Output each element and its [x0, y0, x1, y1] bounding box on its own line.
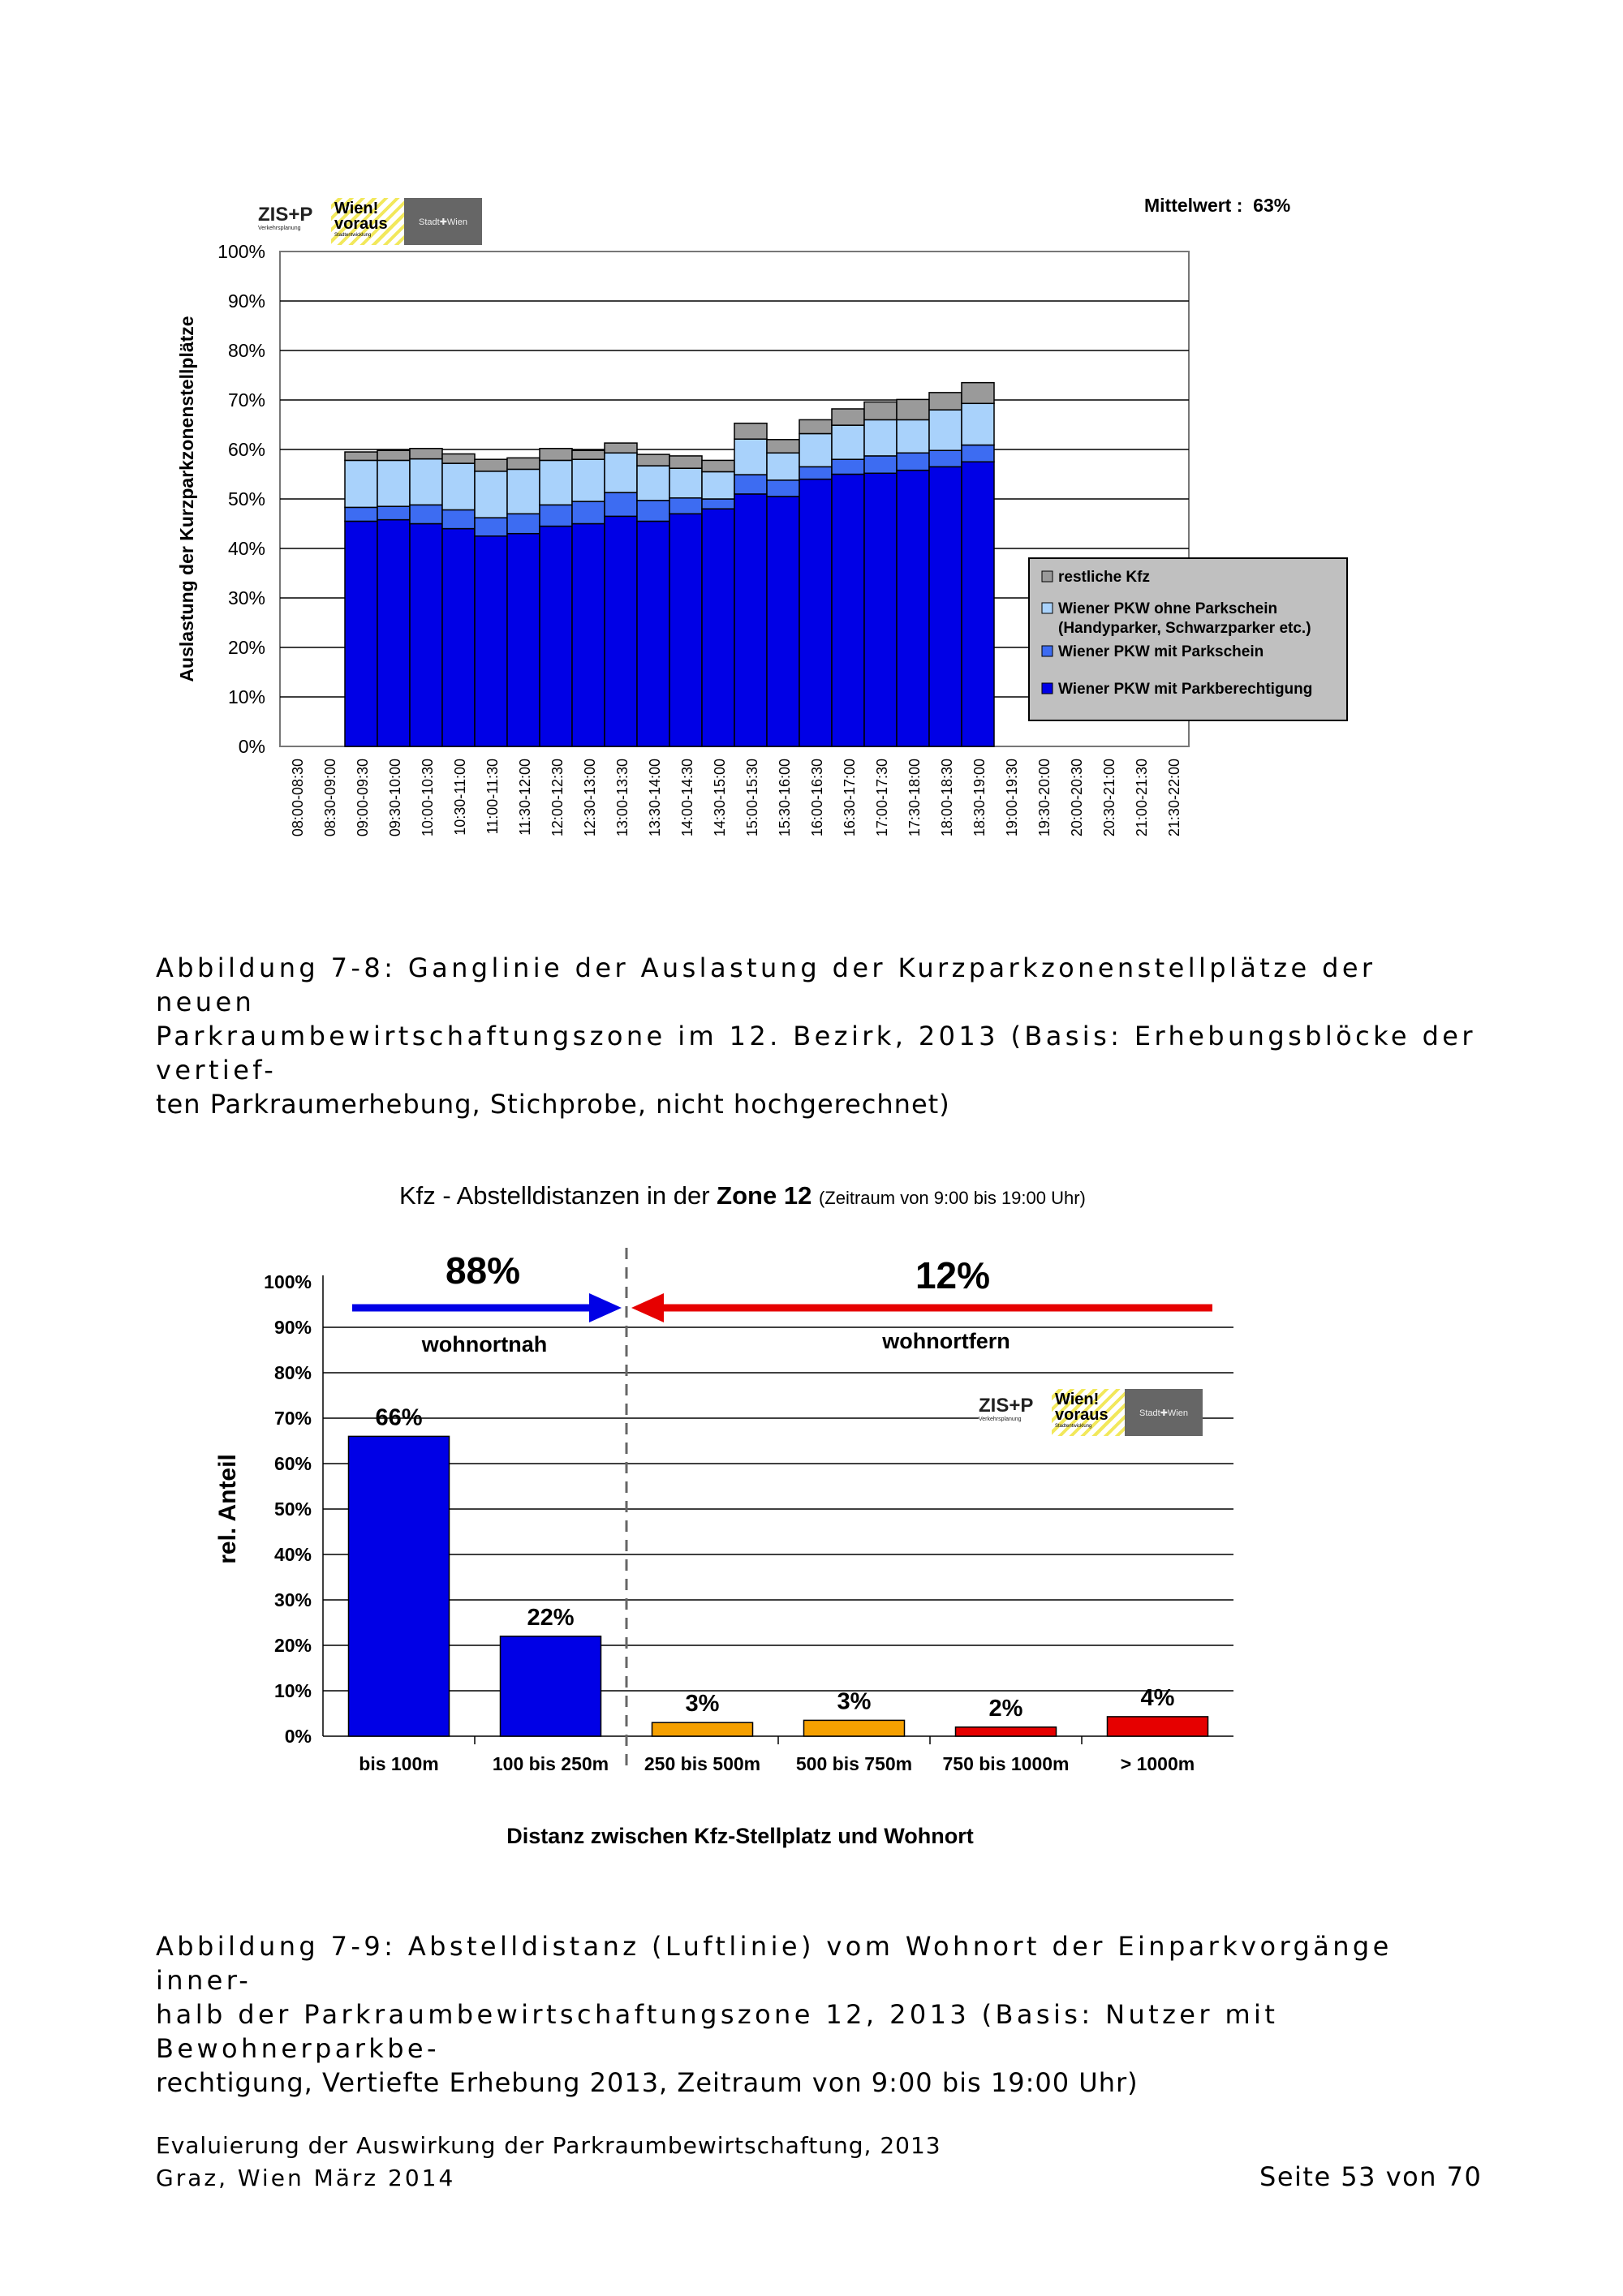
y-tick-label: 80%: [227, 340, 265, 361]
x-tick-label: 20:30-21:00: [1101, 759, 1117, 837]
y-tick-label: 90%: [227, 290, 265, 312]
x-tick-label: bis 100m: [359, 1753, 439, 1774]
bar-segment: [702, 471, 734, 499]
bar-segment: [507, 469, 540, 514]
bar-segment: [345, 452, 377, 460]
y-tick-label: 60%: [227, 439, 265, 460]
x-tick-label: 750 bis 1000m: [942, 1753, 1070, 1774]
far-arrow-head: [631, 1293, 664, 1322]
zis-logo: ZIS+P Verkehrsplanung: [979, 1389, 1052, 1436]
bar-segment: [572, 459, 605, 501]
legend-label: Wiener PKW mit Parkberechtigung: [1058, 681, 1313, 698]
bar-segment: [605, 516, 637, 746]
distance-bar: [1108, 1717, 1208, 1736]
y-tick-label: 50%: [273, 1498, 312, 1520]
y-tick-label: 20%: [273, 1635, 312, 1656]
bar-segment: [507, 534, 540, 746]
x-tick-label: 14:00-14:30: [679, 759, 695, 837]
far-label: wohnortfern: [882, 1329, 1010, 1353]
wien-voraus-logo: Wien! voraus Stadtentwicklung: [331, 198, 404, 245]
bar-value-label: 3%: [837, 1688, 872, 1715]
x-tick-label: 18:00-18:30: [939, 759, 955, 837]
bar-segment: [540, 505, 572, 526]
bar-segment: [702, 499, 734, 509]
near-arrow-head: [589, 1293, 622, 1322]
bar-value-label: 3%: [685, 1691, 720, 1718]
bar-segment: [572, 501, 605, 523]
x-tick-label: 15:30-16:00: [777, 759, 793, 837]
legend-swatch: [1042, 603, 1053, 613]
bar-segment: [929, 467, 962, 746]
bar-segment: [897, 399, 929, 419]
x-tick-label: 08:30-09:00: [322, 759, 338, 837]
y-tick-label: 10%: [227, 686, 265, 707]
bar-segment: [702, 460, 734, 471]
bar-segment: [377, 460, 410, 506]
distance-bar: [956, 1727, 1057, 1736]
x-tick-label: 10:30-11:00: [452, 759, 468, 836]
bar-value-label: 2%: [988, 1695, 1023, 1722]
x-tick-label: 250 bis 500m: [644, 1753, 761, 1774]
bar-segment: [832, 459, 864, 474]
bar-segment: [864, 402, 897, 419]
x-tick-label: 18:30-19:00: [971, 759, 988, 837]
figure-caption-7-8: Abbildung 7-8: Ganglinie der Auslastung der Kurzparkzonenstellplätze der neuen Parkraumbewirtschaftungszone im 12. Bezirk, 2013 (Basis: Erhebungsblöcke der vertief- ten Parkraumerhebung, Stichprobe, nicht hochgerechnet): [156, 952, 1476, 1120]
bar-segment: [410, 524, 442, 747]
page-number: Seite 53 von 70: [1259, 2161, 1483, 2192]
bar-segment: [962, 383, 994, 404]
bar-segment: [605, 443, 637, 453]
stadt-wien-logo: Stadt✚Wien: [1125, 1389, 1203, 1436]
bar-segment: [605, 453, 637, 492]
far-share-value: 12%: [915, 1254, 991, 1296]
bar-segment: [962, 462, 994, 746]
x-tick-label: 15:00-15:30: [744, 759, 760, 837]
y-tick-label: 30%: [273, 1589, 312, 1610]
y-tick-label: 100%: [217, 241, 265, 262]
partner-logos-bottom: [979, 1389, 1203, 1436]
bar-segment: [637, 521, 669, 746]
bar-segment: [832, 409, 864, 425]
bar-segment: [669, 468, 702, 498]
bar-segment: [734, 494, 767, 746]
distance-bar: [349, 1436, 450, 1736]
bar-segment: [345, 460, 377, 507]
bar-segment: [864, 456, 897, 473]
bar-segment: [540, 460, 572, 505]
bar-segment: [929, 410, 962, 450]
x-tick-label: 12:00-12:30: [549, 759, 566, 837]
y-tick-label: 40%: [227, 538, 265, 559]
bar-segment: [669, 514, 702, 746]
x-tick-label: 19:00-19:30: [1004, 759, 1020, 837]
bar-segment: [767, 440, 799, 453]
x-tick-label: 09:30-10:00: [387, 759, 403, 837]
bar-segment: [734, 439, 767, 475]
legend-swatch: [1042, 646, 1053, 656]
bar-segment: [442, 510, 475, 528]
x-tick-label: 10:00-10:30: [420, 759, 436, 837]
bar-segment: [540, 449, 572, 461]
bar-segment: [799, 419, 832, 433]
bar-value-label: 4%: [1140, 1684, 1175, 1711]
bar-segment: [734, 475, 767, 494]
bar-segment: [734, 424, 767, 440]
bar-segment: [799, 467, 832, 479]
y-tick-label: 10%: [273, 1680, 312, 1701]
bar-value-label: 22%: [527, 1604, 575, 1631]
bar-segment: [832, 475, 864, 747]
x-tick-label: 21:00-21:30: [1134, 759, 1150, 837]
zis-logo: ZIS+P Verkehrsplanung: [258, 198, 331, 245]
bar-segment: [410, 505, 442, 523]
legend-label: (Handyparker, Schwarzparker etc.): [1058, 620, 1311, 637]
bar-segment: [377, 506, 410, 519]
bar-segment: [475, 518, 507, 536]
y-tick-label: 70%: [273, 1408, 312, 1429]
bar-segment: [929, 450, 962, 467]
wien-voraus-logo: Wien! voraus Stadtentwicklung: [1052, 1389, 1125, 1436]
bar-segment: [345, 507, 377, 521]
bar-segment: [572, 524, 605, 747]
x-tick-label: 09:00-09:30: [355, 759, 371, 837]
bar-segment: [377, 520, 410, 746]
bar-segment: [962, 445, 994, 462]
near-label: wohnortnah: [421, 1332, 548, 1357]
y-tick-label: 70%: [227, 389, 265, 411]
distance-bar: [804, 1720, 905, 1736]
y-tick-label: 90%: [273, 1317, 312, 1338]
y-tick-label: 50%: [227, 488, 265, 510]
legend-label: Wiener PKW ohne Parkschein: [1058, 600, 1278, 617]
near-share-value: 88%: [445, 1249, 521, 1292]
x-tick-label: 12:30-13:00: [582, 759, 598, 837]
bar-segment: [767, 480, 799, 497]
x-tick-label: 17:30-18:00: [906, 759, 923, 837]
distance-bar: [652, 1722, 753, 1736]
bar-segment: [410, 449, 442, 459]
x-tick-label: 100 bis 250m: [492, 1753, 609, 1774]
stadt-wien-logo: Stadt✚Wien: [404, 198, 482, 245]
y-tick-label: 30%: [227, 587, 265, 608]
bar-segment: [929, 393, 962, 410]
y-tick-label: 80%: [273, 1362, 312, 1383]
y-tick-label: 60%: [273, 1453, 312, 1474]
bar-segment: [475, 471, 507, 518]
distance-chart-title: Kfz - Abstelldistanzen in der Zone 12 (Zeitraum von 9:00 bis 19:00 Uhr): [399, 1181, 1086, 1210]
x-tick-label: 11:30-12:00: [517, 759, 533, 836]
x-tick-label: 16:30-17:00: [842, 759, 858, 837]
y-tick-label: 0%: [238, 736, 265, 757]
legend-swatch: [1042, 571, 1053, 582]
distance-bar: [501, 1636, 601, 1736]
bar-segment: [897, 471, 929, 746]
bar-segment: [442, 454, 475, 463]
bar-segment: [540, 527, 572, 746]
bar-segment: [637, 501, 669, 522]
legend-label: Wiener PKW mit Parkschein: [1058, 643, 1264, 660]
x-axis-label: Distanz zwischen Kfz-Stellplatz und Wohnort: [506, 1824, 974, 1848]
x-tick-label: 21:30-22:00: [1166, 759, 1182, 837]
bar-segment: [377, 450, 410, 460]
bar-segment: [669, 498, 702, 514]
bar-segment: [442, 463, 475, 510]
bar-segment: [345, 521, 377, 746]
bar-segment: [864, 419, 897, 456]
bar-segment: [475, 459, 507, 471]
bar-segment: [637, 454, 669, 466]
distance-bar-chart: [0, 1217, 1623, 1866]
footer-title: Evaluierung der Auswirkung der Parkraumbewirtschaftung, 2013: [156, 2132, 941, 2159]
y-tick-label: 100%: [264, 1271, 312, 1292]
bar-segment: [767, 453, 799, 480]
bar-segment: [507, 458, 540, 469]
x-tick-label: 13:00-13:30: [614, 759, 631, 837]
y-tick-label: 0%: [284, 1726, 312, 1747]
x-tick-label: 500 bis 750m: [795, 1753, 913, 1774]
legend-label: restliche Kfz: [1058, 569, 1150, 586]
bar-segment: [605, 492, 637, 516]
bar-segment: [507, 514, 540, 533]
bar-segment: [669, 456, 702, 468]
bar-segment: [572, 450, 605, 459]
x-tick-label: 20:00-20:30: [1069, 759, 1085, 837]
bar-value-label: 66%: [375, 1404, 423, 1431]
bar-segment: [799, 479, 832, 746]
occupancy-stacked-chart: [0, 0, 1623, 892]
x-tick-label: 13:30-14:00: [647, 759, 663, 837]
bar-segment: [832, 425, 864, 459]
x-tick-label: 19:30-20:00: [1036, 759, 1053, 837]
bar-segment: [442, 529, 475, 746]
x-tick-label: 16:00-16:30: [809, 759, 825, 837]
mean-value-label: Mittelwert : 63%: [1144, 195, 1291, 216]
y-tick-label: 40%: [273, 1544, 312, 1565]
bar-segment: [799, 433, 832, 467]
bar-segment: [897, 453, 929, 470]
bar-segment: [897, 419, 929, 453]
figure-caption-7-9: Abbildung 7-9: Abstelldistanz (Luftlinie) vom Wohnort der Einparkvorgänge inner- halb der Parkraumbewirtschaftungszone 12, 2013 (Basis: Nutzer mit Bewohnerparkbe- rechtigung, Vertiefte Erhebung 2013, Zeitraum von 9:00 bis 19:00 Uhr): [156, 1931, 1393, 2098]
x-tick-label: 08:00-08:30: [290, 759, 306, 837]
bar-segment: [702, 509, 734, 746]
y-axis-label: rel. Anteil: [214, 1454, 241, 1564]
y-tick-label: 20%: [227, 637, 265, 658]
y-axis-label: Auslastung der Kurzparkzonenstellplätze: [176, 316, 197, 682]
legend-swatch: [1042, 683, 1053, 694]
bar-segment: [962, 403, 994, 445]
x-tick-label: 14:30-15:00: [712, 759, 728, 837]
x-tick-label: 11:00-11:30: [484, 759, 501, 835]
bar-segment: [637, 466, 669, 501]
bar-segment: [475, 536, 507, 746]
x-tick-label: 17:00-17:30: [874, 759, 890, 837]
bar-segment: [410, 459, 442, 505]
bar-segment: [767, 497, 799, 746]
bar-segment: [864, 473, 897, 746]
x-tick-label: > 1000m: [1120, 1753, 1195, 1774]
footer-place-date: Graz, Wien März 2014: [156, 2165, 456, 2191]
